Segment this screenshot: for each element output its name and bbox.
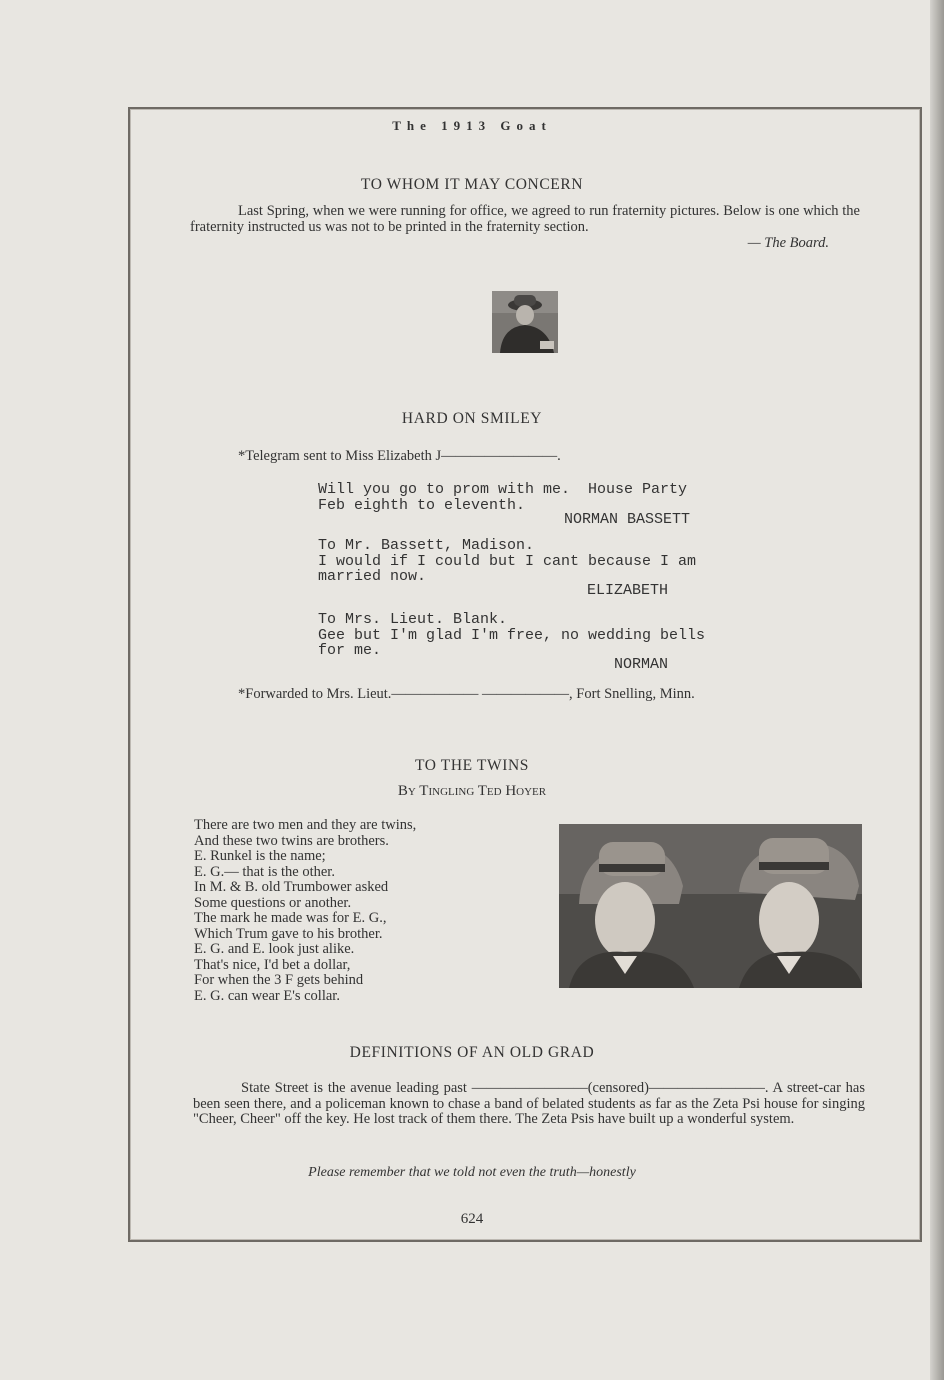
page-number: 624: [460, 1211, 484, 1227]
telegram-3-signature: NORMAN: [614, 656, 669, 673]
section-title-hard-on-smiley: HARD ON SMILEY: [401, 410, 543, 427]
telegram-intro: *Telegram sent to Miss Elizabeth J————————.: [238, 448, 561, 464]
poem-line: Which Trum gave to his brother.: [194, 925, 383, 942]
poem-line: E. Runkel is the name;: [194, 848, 326, 864]
poem-line: There are two men and they are twins,: [194, 817, 417, 833]
section-title-definitions: DEFINITIONS OF AN OLD GRAD: [349, 1044, 595, 1061]
closing-note: Please remember that we told not even the truth—honestly: [308, 1165, 636, 1180]
section-body-to-whom: Last Spring, when we were running for office, we agreed to run fraternity pictures. Below is one which the fraternity instructed us was not to be printed in the fraternity section.: [190, 203, 860, 235]
definitions-body: State Street is the avenue leading past ————————(censored)————————. A street-car has been seen there, and a policeman known to chase a band of belated students as far as the Zeta Psi house for singing "Cheer, Cheer" off the key. He lost track of them there. The Zeta Psis have built up a wonderful system.: [193, 1080, 865, 1127]
running-head: The 1913 Goat: [392, 118, 552, 133]
poem-line: In M. & B. old Trumbower asked: [194, 879, 389, 895]
telegram-3: To Mrs. Lieut. Blank. Gee but I'm glad I'm free, no wedding bells for me.: [318, 611, 706, 659]
poem-line: Some questions or another.: [194, 894, 352, 911]
telegram-2: To Mr. Bassett, Madison. I would if I could but I cant because I am married now.: [318, 537, 697, 585]
poem-byline: By Tingling Ted Hoyer: [397, 783, 547, 799]
section-title-to-the-twins: TO THE TWINS: [415, 757, 529, 774]
fraternity-photo: [492, 291, 558, 353]
poem-line: And these two twins are brothers.: [194, 832, 389, 849]
telegram-2-signature: ELIZABETH: [587, 582, 669, 599]
poem-line: That's nice, I'd bet a dollar,: [194, 956, 351, 973]
page-border: [128, 107, 922, 1242]
poem-line: E. G. can wear E's collar.: [194, 987, 340, 1004]
twins-photo: [559, 824, 862, 988]
poem-line: The mark he made was for E. G.,: [194, 910, 387, 926]
board-signature: — The Board.: [747, 235, 829, 251]
telegram-1: Will you go to prom with me. House Party Feb eighth to eleventh.: [318, 481, 688, 514]
forwarded-note: *Forwarded to Mrs. Lieut.—————— ——————, Fort Snelling, Minn.: [238, 686, 695, 702]
telegram-1-signature: NORMAN BASSETT: [564, 511, 691, 528]
section-title-to-whom-it-may-concern: TO WHOM IT MAY CONCERN: [360, 176, 584, 193]
poem-line: E. G.— that is the other.: [194, 863, 335, 880]
poem-line: For when the 3 F gets behind: [194, 972, 364, 988]
poem: [194, 818, 524, 1004]
poem-line: E. G. and E. look just alike.: [194, 941, 355, 957]
